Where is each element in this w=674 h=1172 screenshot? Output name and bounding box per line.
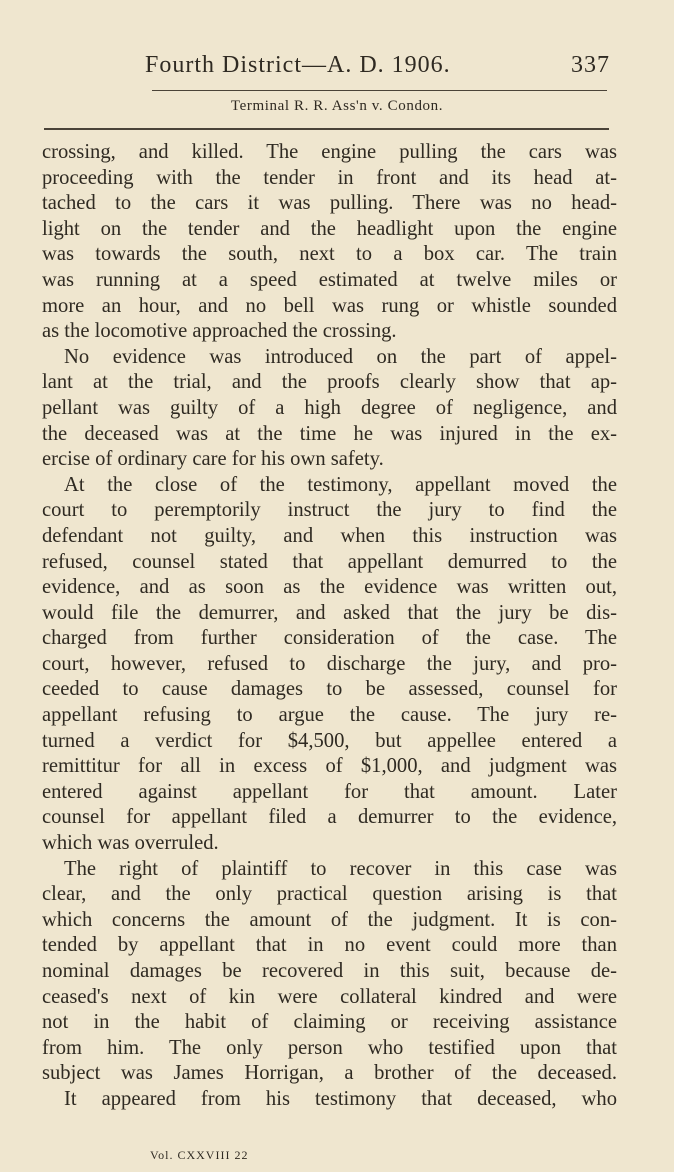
- text-line: No evidence was introduced on the part of appel-: [64, 345, 617, 368]
- text-line: court, however, refused to discharge the jury, and pro-: [42, 652, 617, 675]
- text-line: ceeded to cause damages to be assessed, counsel for: [42, 678, 617, 701]
- text-line: defendant not guilty, and when this instruction was: [42, 524, 617, 547]
- text-line: was towards the south, next to a box car. The train: [42, 243, 617, 266]
- text-line: which was overruled.: [42, 832, 219, 855]
- text-line: crossing, and killed. The engine pulling the cars was: [42, 141, 617, 163]
- case-title: Terminal R. R. Ass'n v. Condon.: [230, 98, 444, 114]
- text-line: not in the habit of claiming or receiving assistance: [42, 1011, 617, 1034]
- text-line: subject was James Horrigan, a brother of the deceased.: [42, 1062, 617, 1085]
- text-line: refused, counsel stated that appellant demurred to the: [42, 550, 617, 573]
- text-line: clear, and the only practical question arising is that: [42, 883, 617, 906]
- text-line: tached to the cars it was pulling. There was no head-: [42, 192, 617, 215]
- text-line: light on the tender and the headlight upon the engine: [42, 217, 617, 240]
- text-line: from him. The only person who testified upon that: [42, 1036, 617, 1059]
- text-line: charged from further consideration of the case. The: [42, 627, 617, 650]
- text-line: ercise of ordinary care for his own safety.: [42, 448, 384, 471]
- text-line: entered against appellant for that amount. Later: [42, 780, 617, 803]
- body-text: [42, 140, 617, 1113]
- page-number: 337: [571, 52, 610, 78]
- text-line: court to peremptorily instruct the jury to find the: [42, 499, 617, 522]
- text-line: evidence, and as soon as the evidence was written out,: [42, 576, 617, 599]
- signature-mark: Vol. CXXVIII 22: [150, 1148, 249, 1162]
- text-line: tended by appellant that in no event could more than: [42, 934, 617, 957]
- text-line: which concerns the amount of the judgment. It is con-: [42, 908, 617, 931]
- running-title: Fourth District—A. D. 1906.: [145, 52, 451, 78]
- text-line: lant at the trial, and the proofs clearly show that ap-: [42, 371, 617, 394]
- text-line: At the close of the testimony, appellant moved the: [64, 473, 617, 496]
- text-line: counsel for appellant filed a demurrer to the evidence,: [42, 806, 617, 829]
- header-rule-bottom: [44, 128, 609, 130]
- header-rule-top: [152, 90, 607, 91]
- text-line: appellant refusing to argue the cause. The jury re-: [42, 704, 617, 727]
- text-line: would file the demurrer, and asked that the jury be dis-: [42, 601, 617, 624]
- text-line: pellant was guilty of a high degree of negligence, and: [42, 396, 617, 419]
- text-line: turned a verdict for $4,500, but appellee entered a: [42, 729, 617, 752]
- text-line: nominal damages be recovered in this suit, because de-: [42, 960, 617, 982]
- text-line: remittitur for all in excess of $1,000, and judgment was: [42, 755, 617, 778]
- text-line: The right of plaintiff to recover in this case was: [64, 857, 617, 880]
- running-head: [40, 52, 620, 86]
- text-line: proceeding with the tender in front and its head at-: [42, 166, 617, 189]
- text-line: more an hour, and no bell was rung or whistle sounded: [42, 294, 617, 317]
- text-line: ceased's next of kin were collateral kindred and were: [42, 985, 617, 1008]
- text-line: as the locomotive approached the crossing.: [42, 320, 397, 343]
- text-line: It appeared from his testimony that deceased, who: [64, 1087, 617, 1110]
- text-line: the deceased was at the time he was injured in the ex-: [42, 422, 617, 445]
- text-line: was running at a speed estimated at twelve miles or: [42, 268, 617, 291]
